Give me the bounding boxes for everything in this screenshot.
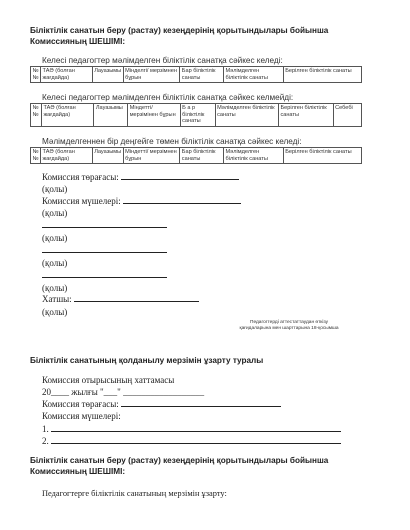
- secretary-signature-note: (қолы): [42, 307, 68, 317]
- col-current-category: Бар біліктілік санаты: [180, 67, 224, 83]
- secretary-signature-field: [74, 294, 199, 302]
- member-signature-line-2: [42, 220, 167, 230]
- member-name-field: [51, 436, 341, 444]
- col-current-category: Бар біліктілік санаты: [180, 148, 224, 164]
- member-signature-note: (қолы): [42, 258, 68, 268]
- annex-note: Педагогтерді аттестаттаудан өткізу қағидаларына мен шарттарына 18-қосымша: [239, 320, 339, 331]
- col-current-category: Б а р біліктілік санаты: [180, 104, 215, 127]
- col-mandatory-early: Міндетті/ мерзімінен бұрын: [128, 104, 180, 127]
- member-signature-note: (қолы): [42, 208, 68, 218]
- table-not-corresponds: [30, 103, 362, 127]
- members-signature-line: [42, 196, 241, 206]
- decision-heading-2: Біліктілік санатын беру (растау) кезеңдерінің қорытындылары бойынша Комиссияның ШЕШІМІ:: [30, 456, 329, 476]
- minutes-label: Комиссия отырысының хаттамасы: [42, 375, 175, 385]
- col-claimed-category: Мәлімделген біліктілік санаты: [224, 67, 284, 83]
- table-header-row: [31, 67, 362, 83]
- member-signature-field: [42, 270, 167, 278]
- col-claimed-category: Мәлімделген біліктілік санаты: [215, 104, 278, 127]
- table-one-level-lower: [30, 147, 362, 164]
- col-number: № №: [31, 148, 41, 164]
- member-number: 2.: [42, 436, 49, 446]
- decision-heading: Біліктілік санатын беру (растау) кезеңдерінің қорытындылары бойынша Комиссияның ШЕШІМІ:: [30, 26, 329, 46]
- col-position: Лауазымы: [92, 148, 123, 164]
- col-full-name: ТАӘ (болған жағдайда): [41, 67, 93, 83]
- table-1-title: Келесі педагогтер мәлімделген біліктілік санатқа сәйкес келеді:: [42, 56, 283, 65]
- member-line-1: [42, 424, 341, 434]
- col-assigned-category: Берілген біліктілік санаты: [283, 67, 361, 83]
- extension-heading: Біліктілік санатының қолданылу мерзімін ұзарту туралы: [30, 356, 264, 365]
- member-name-field: [51, 424, 341, 432]
- table-header-row: [31, 148, 362, 164]
- member-signature-line-3: [42, 245, 167, 255]
- chair-signature-field: [121, 172, 239, 180]
- member-signature-field: [42, 245, 167, 253]
- col-mandatory-early: Міндетті/ мерзімнен бұрын: [123, 148, 180, 164]
- col-mandatory-early: Мінделгі/ мерзімнен бұрын: [123, 67, 180, 83]
- table-2-title: Келесі педагогтер мәлімделген біліктілік санатқа сәйкес келмейді:: [42, 93, 294, 102]
- col-position: Лауазымы: [94, 104, 128, 127]
- col-claimed-category: Мәлімделген біліктілік санаты: [224, 148, 284, 164]
- secretary-label: Хатшы:: [42, 294, 72, 304]
- col-assigned-category: Берілген біліктілік санаты: [278, 104, 333, 127]
- col-assigned-category: Берілген біліктілік санаты: [283, 148, 361, 164]
- table-corresponds: [30, 66, 362, 83]
- extension-members-label: Комиссия мүшелері:: [42, 411, 121, 421]
- member-signature-note: (қолы): [42, 233, 68, 243]
- secretary-signature-line: [42, 294, 199, 304]
- extension-chair-label: Комиссия төрағасы:: [42, 399, 119, 409]
- member-signature-line-4: [42, 270, 167, 280]
- member-signature-field: [123, 196, 241, 204]
- table-3-title: Мәлімделгеннен бір деңгейге төмен біліктілік санатқа сәйкес келеді:: [42, 137, 302, 146]
- member-line-2: [42, 436, 341, 446]
- extension-chair-line: [42, 399, 281, 409]
- col-position: Лауазымы: [92, 67, 123, 83]
- member-signature-field: [42, 220, 167, 228]
- chair-label: Комиссия төрағасы:: [42, 172, 119, 182]
- member-signature-note: (қолы): [42, 283, 68, 293]
- chair-signature-note: (қолы): [42, 184, 68, 194]
- chair-signature-line: [42, 172, 239, 182]
- members-label: Комиссия мүшелері:: [42, 196, 121, 206]
- member-number: 1.: [42, 424, 49, 434]
- extension-label: Педагогтерге біліктілік санатының мерзімін ұзарту:: [42, 489, 227, 498]
- col-reason: Себебі: [333, 104, 361, 127]
- table-header-row: [31, 104, 362, 127]
- col-number: № №: [31, 104, 42, 127]
- col-full-name: ТАӘ (болған жағдайда): [41, 104, 93, 127]
- col-full-name: ТАӘ (болған жағдайда): [41, 148, 93, 164]
- col-number: № №: [31, 67, 41, 83]
- extension-chair-field: [121, 399, 281, 407]
- minutes-date: 20____ жылғы "___" __________________: [42, 387, 205, 397]
